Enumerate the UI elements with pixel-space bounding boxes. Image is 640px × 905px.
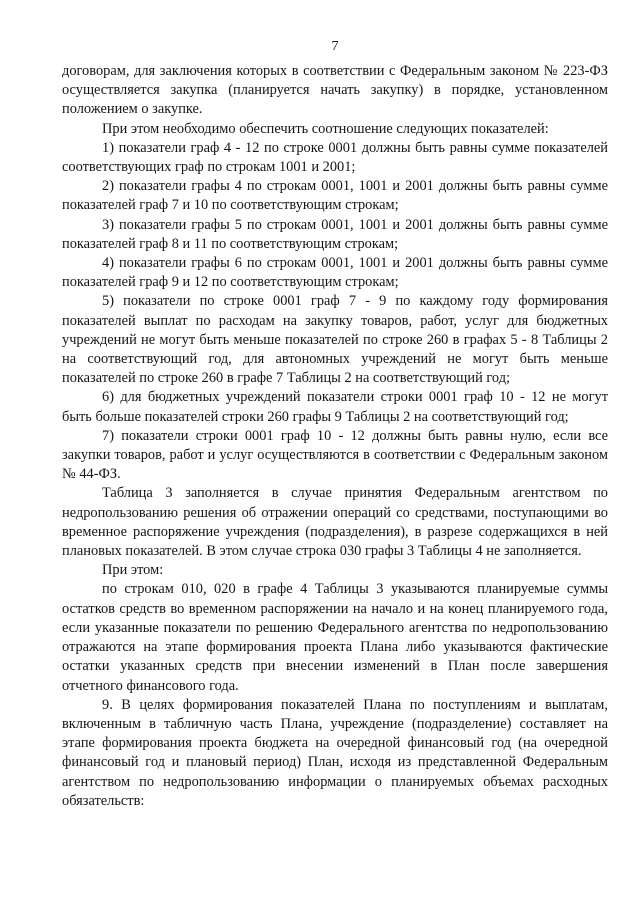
paragraph-item-4: 4) показатели графы 6 по строкам 0001, 1001 и 2001 должны быть равны сумме показателей граф 9 и 12 по соответствующим строкам; (62, 255, 608, 291)
paragraph-table-3: Таблица 3 заполняется в случае принятия Федеральным агентством по недропользованию решения об отражении операций со средствами, поступающими во временное распоряжение учреждения (подразделения), в разрезе содержащихся в ней плановых показателей. В этом случае строка 030 графы 3 Таблицы 4 не заполняется. (62, 485, 608, 560)
paragraph-section-9: 9. В целях формирования показателей Плана по поступлениям и выплатам, включенным в табличную часть Плана, учреждение (подразделение) составляет на этапе формирования проекта бюджета на очередной финансовый год (на очередной финансовый год и плановый период) План, исходя из представленной Федеральным агентством по недропользованию информации о планируемых объемах расходных обязательств: (62, 696, 608, 809)
page-number: 7 (331, 39, 339, 54)
paragraph-item-1: 1) показатели граф 4 - 12 по строке 0001 должны быть равны сумме показателей соответствующих граф по строкам 1001 и 2001; (62, 139, 608, 176)
paragraph-at-this: При этом: (102, 562, 164, 579)
paragraph-item-2: 2) показатели графы 4 по строкам 0001, 1001 и 2001 должны быть равны сумме показателей граф 7 и 10 по соответствующим строкам; (62, 178, 608, 214)
paragraph-item-6: 6) для бюджетных учреждений показатели строки 0001 граф 10 - 12 не могут быть больше показателей строки 260 графы 9 Таблицы 2 на соответствующий год; (62, 389, 608, 425)
paragraph-rows-010-020: по строкам 010, 020 в графе 4 Таблицы 3 указываются планируемые суммы остатков средств во временном распоряжении на начало и на конец планируемого года, если указанные показатели по решению Федерального агентства по недропользованию отражаются на этапе формирования проекта Плана либо указываются фактические остатки указанных средств при внесении изменений в План после завершения отчетного финансового года. (62, 581, 608, 694)
paragraph-continuation: договорам, для заключения которых в соответствии с Федеральным законом № 223-ФЗ осуществляется закупка (планируется начать закупку) в порядке, установленном положением о закупке. (62, 63, 608, 118)
paragraph-item-5: 5) показатели по строке 0001 граф 7 - 9 по каждому году формирования показателей выплат по расходам на закупку товаров, работ, услуг для бюджетных учреждений не могут быть меньше показателей по строке 260 в графах 5 - 8 Таблицы 2 на соответствующий год, для автономных учреждений не могут быть меньше показателей по строке 260 в графе 7 Таблицы 2 на соответствующий год; (62, 293, 608, 387)
document-body (62, 62, 608, 811)
paragraph-item-7: 7) показатели строки 0001 граф 10 - 12 должны быть равны нулю, если все закупки товаров, работ и услуг осуществляются в соответствии с Федеральным законом № 44-ФЗ. (62, 427, 608, 483)
paragraph-intro: При этом необходимо обеспечить соотношение следующих показателей: (102, 120, 549, 137)
paragraph-item-3: 3) показатели графы 5 по строкам 0001, 1001 и 2001 должны быть равны сумме показателей граф 8 и 11 по соответствующим строкам; (62, 216, 608, 252)
